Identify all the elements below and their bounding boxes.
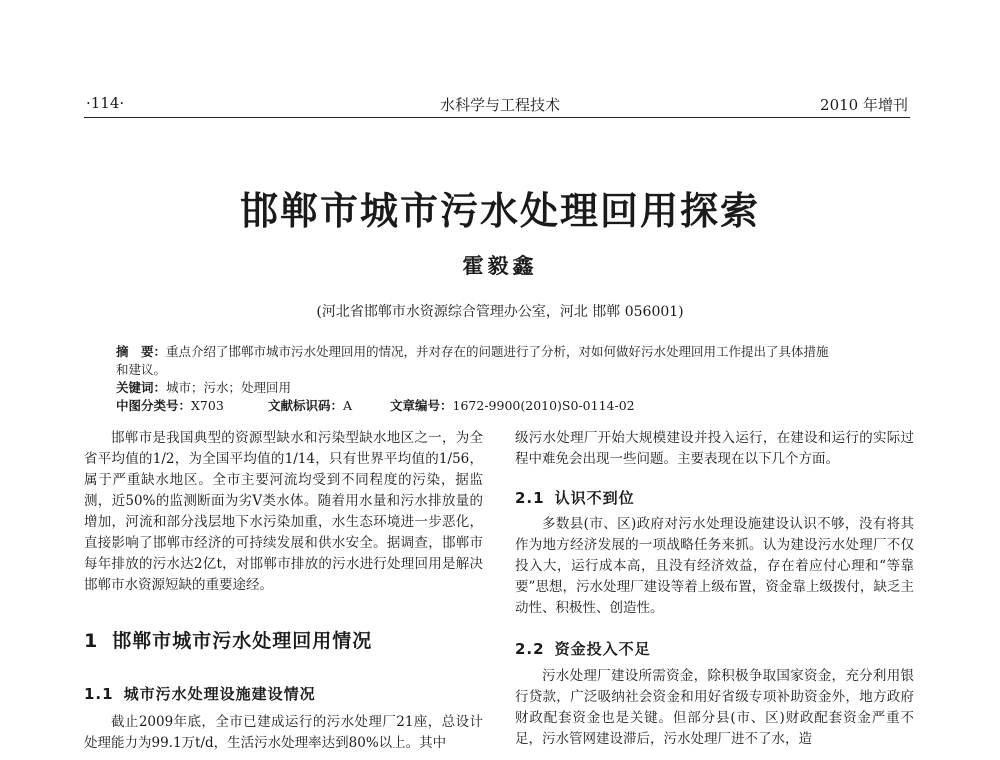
section-2-2-heading [515,638,651,659]
clc-label: 中图分类号： [116,398,192,413]
section-2-2-number: 2.2 [515,640,545,658]
affiliation: (河北省邯郸市水资源综合管理办公室，河北 邯郸 056001) [316,304,684,320]
author-name: 霍毅鑫 [462,253,538,278]
section-2-1-heading [515,487,635,508]
continuation-paragraph: 级污水处理厂开始大规模建设并投入运行，在建设和运行的实际过程中难免会出现一些问题。主要表现在以下几个方面。 [515,430,914,467]
section-2-1-number: 2.1 [515,489,545,507]
section-1-number: 1 [84,630,99,652]
doc-code-field [268,397,390,415]
article-no-value: 1672-9900(2010)S0-0114-02 [452,398,635,413]
section-2-2-title: 资金投入不足 [554,640,651,658]
issue-label: 2010 年增刊 [820,96,908,114]
abstract-label: 摘 要： [116,344,167,359]
section-2-1-body [515,514,914,619]
abstract-line-1 [116,343,906,361]
section-2-1-paragraph: 多数县(市、区)政府对污水处理设施建设认识不够，没有将其作为地方经济发展的一项战略任务来抓。认为建设污水处理厂不仅投入大，运行成本高，且没有经济效益，存在着应付心理和“等靠要”思想，污水处理厂建设等着上级布置，资金靠上级拨付，缺乏主动性、积极性、创造性。 [515,516,914,616]
abstract-line-2: 和建议。 [116,362,167,377]
clc-value: X703 [191,398,224,413]
keywords-label: 关键词： [116,380,167,395]
keywords-text: 城市；污水；处理回用 [166,380,292,395]
abstract-text: 重点介绍了邯郸市城市污水处理回用的情况，并对存在的问题进行了分析，对如何做好污水处理回用工作提出了具体措施 [166,344,829,359]
page-number: ·114· [86,94,125,112]
section-1-1-body [84,712,483,754]
section-1-1-title: 城市污水处理设施建设情况 [123,685,316,703]
doc-code-label: 文献标识码： [268,398,344,413]
section-1-heading [84,626,372,653]
article-no-label: 文章编号： [390,398,453,413]
article-no-field [390,398,635,413]
abstract-block [116,343,906,397]
section-2-2-body [515,666,914,750]
section-1-title: 邯郸市城市污水处理回用情况 [112,630,373,652]
section-2-2-paragraph: 污水处理厂建设所需资金，除积极争取国家资金，充分利用银行贷款，广泛吸纳社会资金和用好省级专项补助资金外，地方政府财政配套资金也是关键。但部分县(市、区)财政配套资金严重不足，污水管网建设滞后，污水处理厂进不了水，造 [515,668,914,747]
journal-name: 水科学与工程技术 [439,96,560,114]
section-1-1-number: 1.1 [84,685,114,703]
header-rule [84,117,910,118]
left-column [84,428,483,596]
classification-line [116,397,916,415]
intro-paragraph: 邯郸市是我国典型的资源型缺水和污染型缺水地区之一，为全省平均值的1/2，为全国平均值的1/14，只有世界平均值的1/56，属于严重缺水地区。全市主要河流均受到不同程度的污染，据监测，近50%的监测断面为劣Ⅴ类水体。随着用水量和污水排放量的增加，河流和部分浅层地下水污染加重，水生态环境进一步恶化，直接影响了邯郸市经济的可持续发展和供水安全。据调查，邯郸市每年排放的污水达2亿t，对邯郸市排放的污水进行处理回用是解决邯郸市水资源短缺的重要途经。 [84,430,483,593]
clc-field [116,397,268,415]
doc-code-value: A [343,398,353,413]
section-2-1-title: 认识不到位 [554,489,635,507]
keywords-line [116,379,906,397]
article-title: 邯郸市城市污水处理回用探索 [239,189,760,233]
section-1-1-paragraph: 截止2009年底，全市已建成运行的污水处理厂21座，总设计处理能力为99.1万t/d，生活污水处理率达到80%以上。其中 [84,714,483,751]
right-column-continuation [515,428,914,470]
section-1-1-heading [84,683,316,704]
